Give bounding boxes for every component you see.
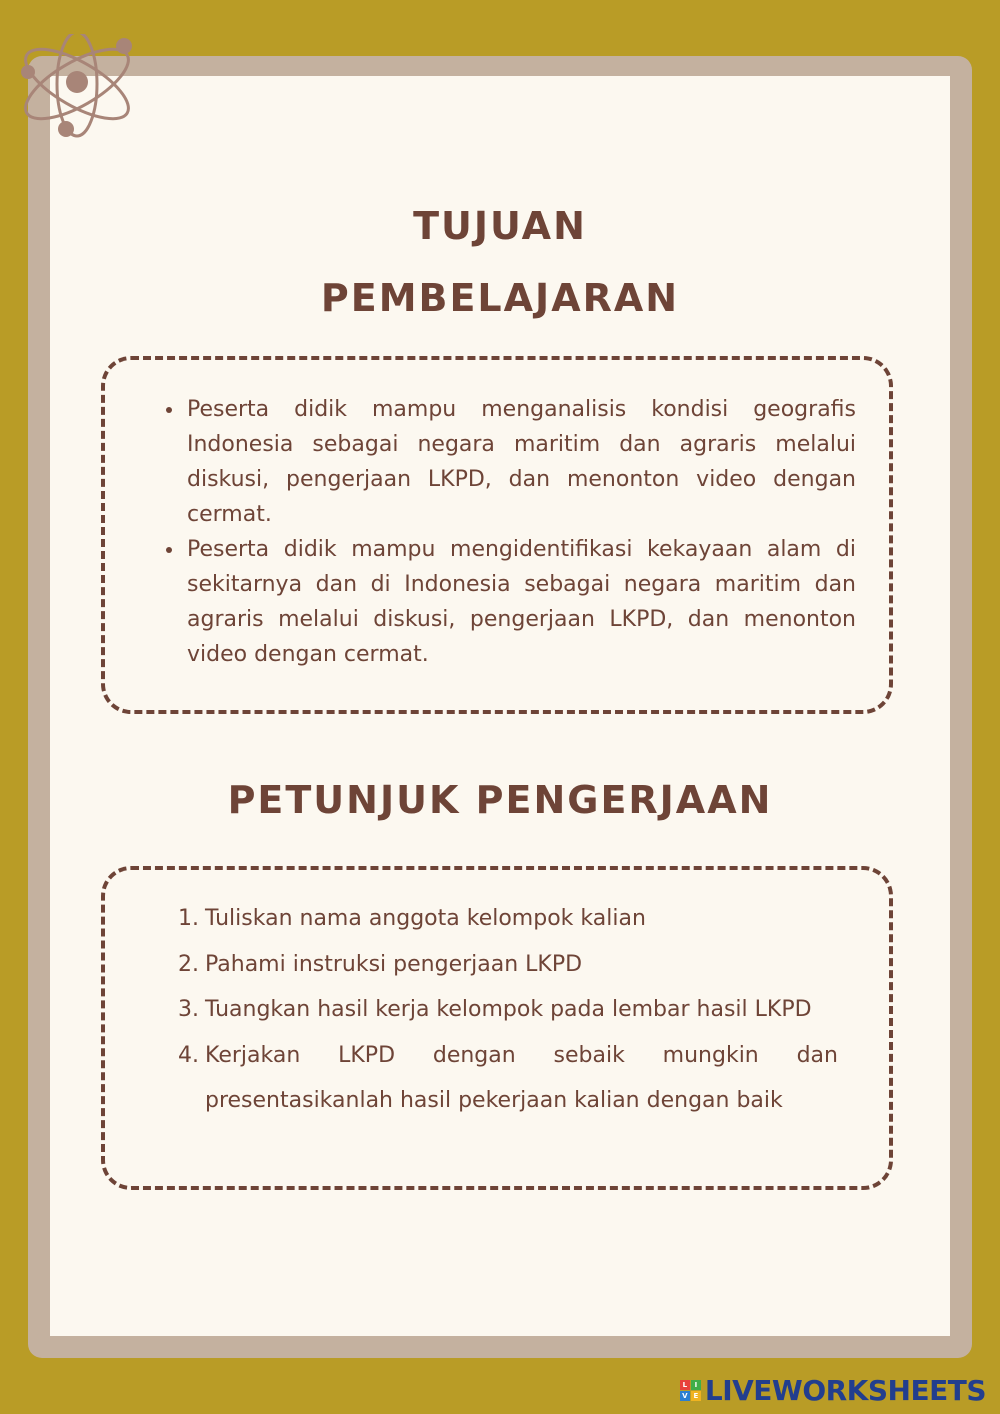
list-item: Peserta didik mampu mengidentifikasi kekayaan alam di sekitarnya dan di Indonesia sebagai negara maritim dan agraris melalui diskusi, pengerjaan LKPD, dan menonton video dengan cermat. xyxy=(160,532,856,672)
objectives-list xyxy=(160,392,856,672)
step-text: Kerjakan LKPD dengan sebaik mungkin dan presentasikanlah hasil pekerjaan kalian dengan baik xyxy=(205,1042,838,1113)
title-line-1: TUJUAN xyxy=(413,204,587,248)
list-item xyxy=(178,1033,838,1124)
list-item xyxy=(178,987,838,1033)
section-title-objectives xyxy=(0,190,1000,334)
logo-mark-icon: L I V E xyxy=(680,1380,701,1401)
step-text: Tuliskan nama anggota kelompok kalian xyxy=(205,906,646,931)
atom-icon xyxy=(14,34,140,144)
step-number: 2. xyxy=(178,951,199,977)
section-title-instructions: PETUNJUK PENGERJAAN xyxy=(227,778,773,822)
logo-text: LIVEWORKSHEETS xyxy=(704,1373,986,1407)
step-number: 4. xyxy=(178,1042,199,1068)
step-text: Pahami instruksi pengerjaan LKPD xyxy=(205,951,583,977)
step-text: Tuangkan hasil kerja kelompok pada lembar hasil LKPD xyxy=(205,997,812,1022)
step-number: 1. xyxy=(178,906,199,931)
list-item xyxy=(178,942,838,988)
instructions-list xyxy=(178,896,838,1124)
liveworksheets-logo[interactable] xyxy=(680,1374,986,1406)
list-item: Peserta didik mampu menganalisis kondisi geografis Indonesia sebagai negara maritim dan agraris melalui diskusi, pengerjaan LKPD, dan menonton video dengan cermat. xyxy=(160,392,856,532)
step-number: 3. xyxy=(178,997,199,1022)
title-line-2: PEMBELAJARAN xyxy=(320,276,680,320)
list-item xyxy=(178,896,838,942)
